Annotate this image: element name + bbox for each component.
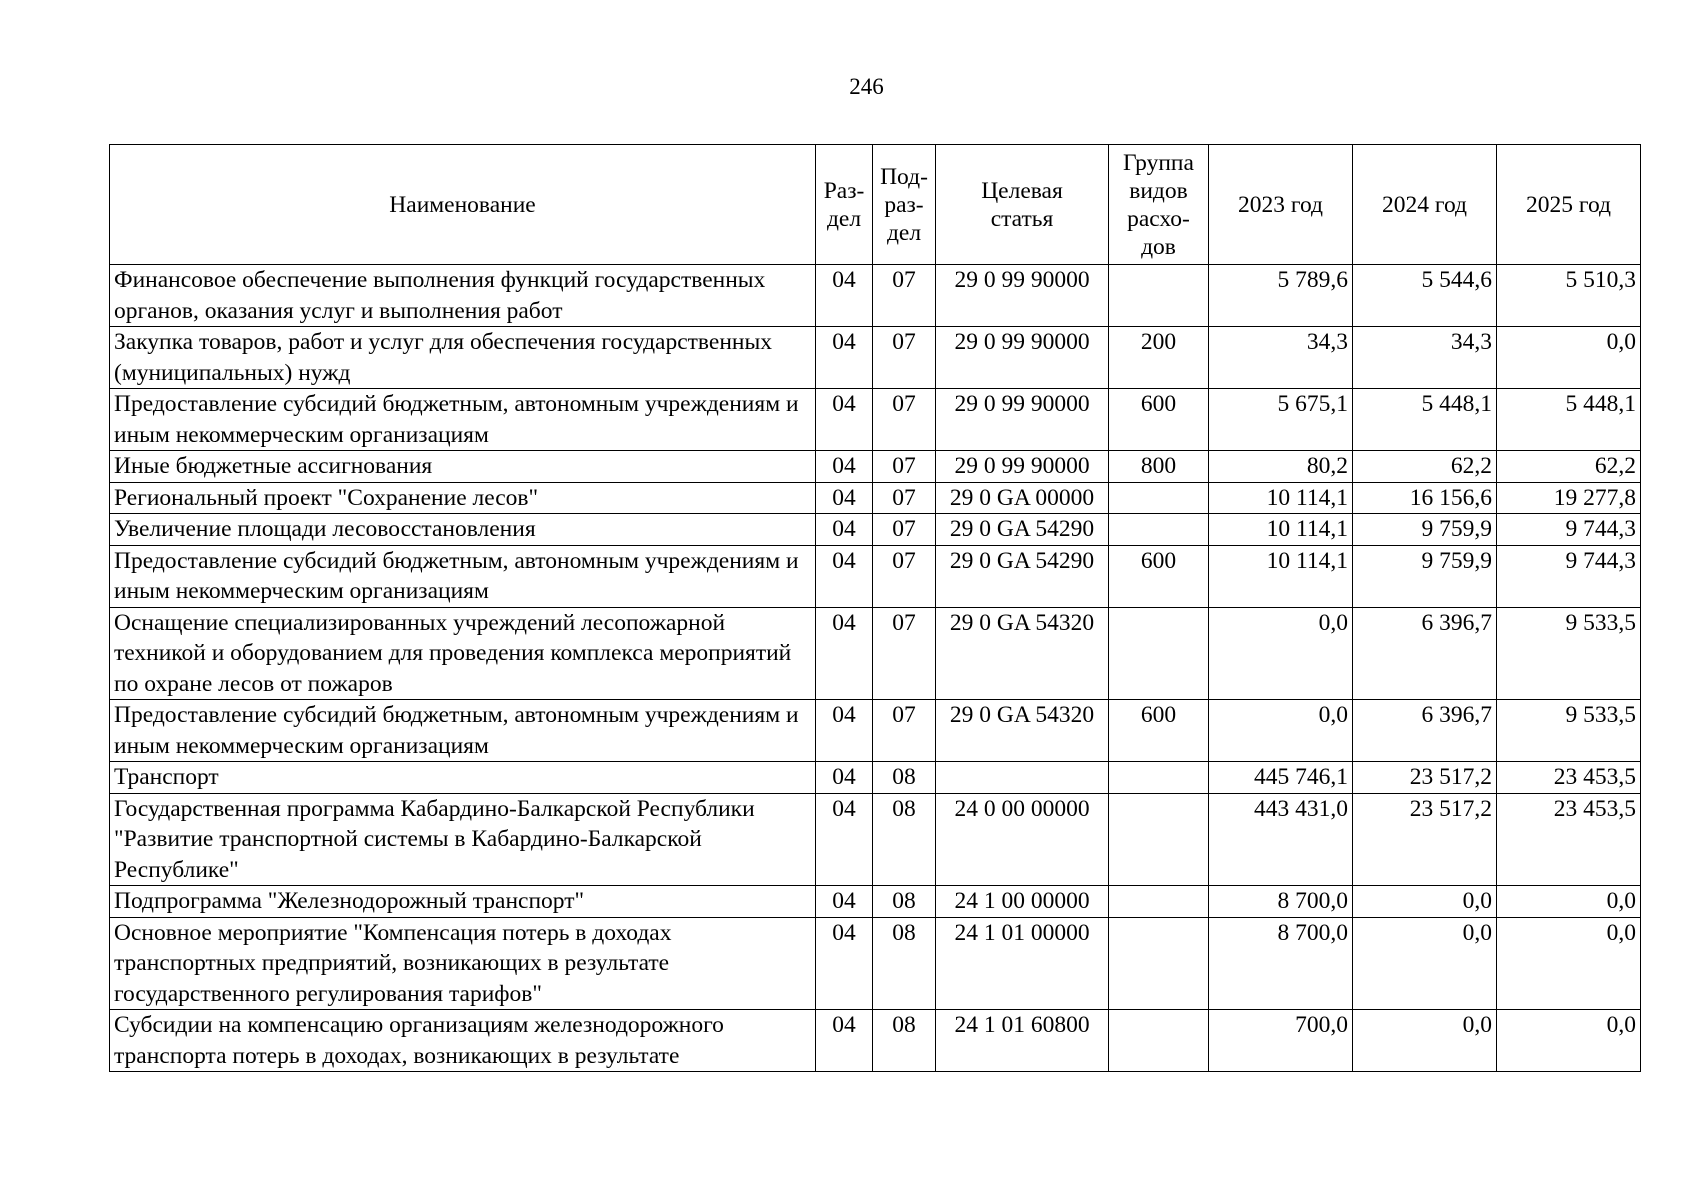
cell-section: 04 xyxy=(816,700,873,762)
cell-name: Основное мероприятие "Компенсация потерь в доходах транспортных предприятий, возникающих в результате государственного регулирования тарифов" xyxy=(110,917,816,1010)
budget-table xyxy=(109,144,1641,1072)
cell-section: 04 xyxy=(816,265,873,327)
cell-target: 29 0 GA 54290 xyxy=(936,514,1109,546)
cell-section: 04 xyxy=(816,886,873,918)
cell-subsection: 07 xyxy=(873,607,936,700)
cell-name: Закупка товаров, работ и услуг для обеспечения государственных (муниципальных) нужд xyxy=(110,327,816,389)
header-2023: 2023 год xyxy=(1209,145,1353,265)
table-row xyxy=(110,700,1641,762)
header-group: Группа видов расхо- дов xyxy=(1109,145,1209,265)
cell-2025: 9 533,5 xyxy=(1497,700,1641,762)
cell-2024: 0,0 xyxy=(1353,917,1497,1010)
cell-section: 04 xyxy=(816,327,873,389)
cell-section: 04 xyxy=(816,1010,873,1072)
cell-2023: 8 700,0 xyxy=(1209,917,1353,1010)
cell-subsection: 07 xyxy=(873,265,936,327)
cell-group: 600 xyxy=(1109,700,1209,762)
cell-target: 29 0 GA 00000 xyxy=(936,482,1109,514)
cell-2024: 6 396,7 xyxy=(1353,700,1497,762)
cell-target xyxy=(936,762,1109,794)
cell-group xyxy=(1109,793,1209,886)
cell-2024: 16 156,6 xyxy=(1353,482,1497,514)
cell-2025: 9 744,3 xyxy=(1497,545,1641,607)
cell-2024: 0,0 xyxy=(1353,886,1497,918)
table-row xyxy=(110,545,1641,607)
cell-2023: 700,0 xyxy=(1209,1010,1353,1072)
cell-subsection: 08 xyxy=(873,917,936,1010)
cell-2023: 445 746,1 xyxy=(1209,762,1353,794)
table-row xyxy=(110,327,1641,389)
cell-name: Предоставление субсидий бюджетным, автономным учреждениям и иным некоммерческим организациям xyxy=(110,545,816,607)
cell-subsection: 07 xyxy=(873,545,936,607)
cell-name: Увеличение площади лесовосстановления xyxy=(110,514,816,546)
cell-subsection: 07 xyxy=(873,700,936,762)
cell-2023: 443 431,0 xyxy=(1209,793,1353,886)
cell-target: 29 0 99 90000 xyxy=(936,265,1109,327)
cell-section: 04 xyxy=(816,514,873,546)
table-row xyxy=(110,917,1641,1010)
cell-name: Подпрограмма "Железнодорожный транспорт" xyxy=(110,886,816,918)
cell-2025: 5 448,1 xyxy=(1497,389,1641,451)
cell-2024: 5 448,1 xyxy=(1353,389,1497,451)
cell-target: 24 1 00 00000 xyxy=(936,886,1109,918)
cell-group xyxy=(1109,482,1209,514)
cell-subsection: 07 xyxy=(873,514,936,546)
header-target: Целевая статья xyxy=(936,145,1109,265)
cell-name: Региональный проект "Сохранение лесов" xyxy=(110,482,816,514)
cell-name: Иные бюджетные ассигнования xyxy=(110,451,816,483)
cell-name: Предоставление субсидий бюджетным, автономным учреждениям и иным некоммерческим организациям xyxy=(110,700,816,762)
cell-group xyxy=(1109,514,1209,546)
cell-2023: 5 789,6 xyxy=(1209,265,1353,327)
table-row xyxy=(110,762,1641,794)
cell-2023: 34,3 xyxy=(1209,327,1353,389)
header-2024: 2024 год xyxy=(1353,145,1497,265)
cell-group: 200 xyxy=(1109,327,1209,389)
cell-subsection: 08 xyxy=(873,1010,936,1072)
cell-section: 04 xyxy=(816,917,873,1010)
cell-name: Субсидии на компенсацию организациям железнодорожного транспорта потерь в доходах, возникающих в результате xyxy=(110,1010,816,1072)
cell-2024: 62,2 xyxy=(1353,451,1497,483)
cell-2025: 23 453,5 xyxy=(1497,762,1641,794)
table-header-row xyxy=(110,145,1641,265)
table-row xyxy=(110,482,1641,514)
cell-2024: 9 759,9 xyxy=(1353,545,1497,607)
cell-2025: 9 533,5 xyxy=(1497,607,1641,700)
cell-target: 29 0 99 90000 xyxy=(936,389,1109,451)
cell-group: 800 xyxy=(1109,451,1209,483)
header-section: Раз- дел xyxy=(816,145,873,265)
cell-section: 04 xyxy=(816,482,873,514)
cell-2023: 10 114,1 xyxy=(1209,482,1353,514)
cell-name: Государственная программа Кабардино-Балкарской Республики "Развитие транспортной системы в Кабардино-Балкарской Республике" xyxy=(110,793,816,886)
cell-group: 600 xyxy=(1109,389,1209,451)
table-row xyxy=(110,793,1641,886)
cell-2023: 10 114,1 xyxy=(1209,545,1353,607)
cell-2023: 0,0 xyxy=(1209,700,1353,762)
cell-subsection: 08 xyxy=(873,793,936,886)
cell-target: 24 1 01 00000 xyxy=(936,917,1109,1010)
table-row xyxy=(110,514,1641,546)
cell-2023: 80,2 xyxy=(1209,451,1353,483)
cell-2023: 8 700,0 xyxy=(1209,886,1353,918)
cell-2025: 0,0 xyxy=(1497,327,1641,389)
cell-2025: 0,0 xyxy=(1497,917,1641,1010)
cell-2024: 5 544,6 xyxy=(1353,265,1497,327)
cell-name: Оснащение специализированных учреждений лесопожарной техникой и оборудованием для проведения комплекса мероприятий по охране лесов от пожаров xyxy=(110,607,816,700)
table-row xyxy=(110,389,1641,451)
cell-target: 29 0 GA 54290 xyxy=(936,545,1109,607)
header-2025: 2025 год xyxy=(1497,145,1641,265)
cell-group xyxy=(1109,762,1209,794)
cell-subsection: 07 xyxy=(873,451,936,483)
table-row xyxy=(110,265,1641,327)
cell-target: 24 1 01 60800 xyxy=(936,1010,1109,1072)
cell-group xyxy=(1109,917,1209,1010)
header-subsection: Под- раз- дел xyxy=(873,145,936,265)
cell-target: 29 0 99 90000 xyxy=(936,327,1109,389)
cell-2025: 19 277,8 xyxy=(1497,482,1641,514)
cell-subsection: 07 xyxy=(873,327,936,389)
cell-section: 04 xyxy=(816,389,873,451)
cell-2024: 9 759,9 xyxy=(1353,514,1497,546)
cell-group xyxy=(1109,265,1209,327)
cell-target: 24 0 00 00000 xyxy=(936,793,1109,886)
cell-2023: 0,0 xyxy=(1209,607,1353,700)
header-name: Наименование xyxy=(110,145,816,265)
cell-subsection: 08 xyxy=(873,886,936,918)
cell-2025: 9 744,3 xyxy=(1497,514,1641,546)
cell-2025: 62,2 xyxy=(1497,451,1641,483)
cell-name: Предоставление субсидий бюджетным, автономным учреждениям и иным некоммерческим организациям xyxy=(110,389,816,451)
cell-section: 04 xyxy=(816,451,873,483)
cell-2025: 23 453,5 xyxy=(1497,793,1641,886)
cell-section: 04 xyxy=(816,793,873,886)
table-body xyxy=(110,265,1641,1072)
cell-section: 04 xyxy=(816,762,873,794)
cell-2025: 0,0 xyxy=(1497,886,1641,918)
cell-2024: 23 517,2 xyxy=(1353,762,1497,794)
cell-name: Финансовое обеспечение выполнения функций государственных органов, оказания услуг и выполнения работ xyxy=(110,265,816,327)
cell-subsection: 07 xyxy=(873,482,936,514)
cell-2024: 0,0 xyxy=(1353,1010,1497,1072)
cell-target: 29 0 99 90000 xyxy=(936,451,1109,483)
cell-2023: 5 675,1 xyxy=(1209,389,1353,451)
cell-2025: 5 510,3 xyxy=(1497,265,1641,327)
cell-group xyxy=(1109,607,1209,700)
table-row xyxy=(110,607,1641,700)
cell-name: Транспорт xyxy=(110,762,816,794)
cell-2025: 0,0 xyxy=(1497,1010,1641,1072)
cell-2024: 23 517,2 xyxy=(1353,793,1497,886)
table-row xyxy=(110,451,1641,483)
cell-2024: 6 396,7 xyxy=(1353,607,1497,700)
page-number: 246 xyxy=(849,74,884,99)
table-row xyxy=(110,1010,1641,1072)
cell-2023: 10 114,1 xyxy=(1209,514,1353,546)
cell-group: 600 xyxy=(1109,545,1209,607)
cell-subsection: 07 xyxy=(873,389,936,451)
cell-2024: 34,3 xyxy=(1353,327,1497,389)
cell-section: 04 xyxy=(816,607,873,700)
cell-section: 04 xyxy=(816,545,873,607)
cell-target: 29 0 GA 54320 xyxy=(936,700,1109,762)
cell-subsection: 08 xyxy=(873,762,936,794)
table-row xyxy=(110,886,1641,918)
cell-group xyxy=(1109,1010,1209,1072)
cell-group xyxy=(1109,886,1209,918)
cell-target: 29 0 GA 54320 xyxy=(936,607,1109,700)
